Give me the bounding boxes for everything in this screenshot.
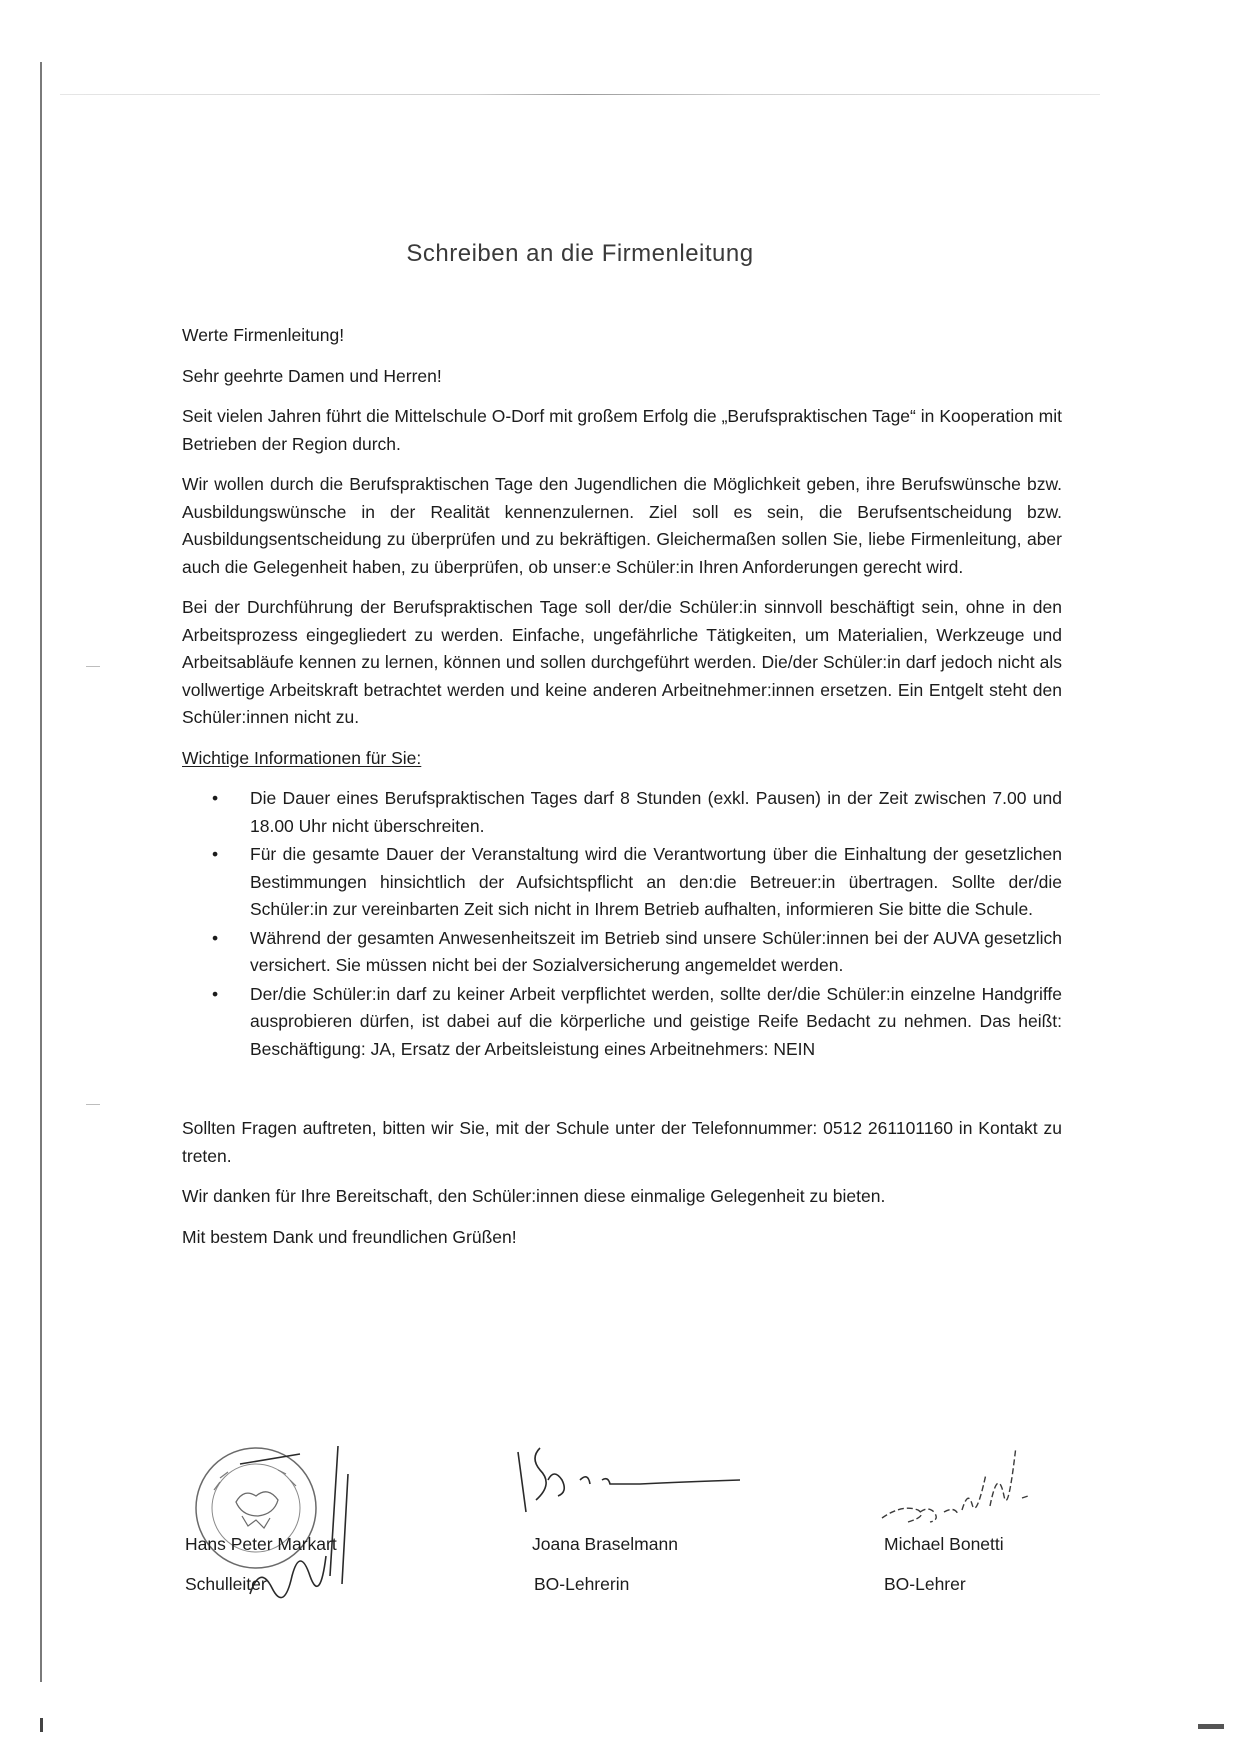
purpose-paragraph: Wir wollen durch die Berufspraktischen Tage den Jugendlichen die Möglichkeit geben, ihre Berufswünsche bzw. Ausbildungswünsche in der Realität kennenzulernen. Ziel soll es sein, die Berufsentscheidung bzw. Ausbildungsentscheidung zu überprüfen und zu bekräftigen. Gleichermaßen sollen Sie, liebe Firmenleitung, aber auch die Gelegenheit haben, zu überprüfen, ob unser:e Schüler:in Ihren Anforderungen gerecht wird. (182, 474, 1062, 577)
signature-scribble (870, 1450, 1060, 1540)
info-heading: Wichtige Informationen für Sie: (182, 747, 422, 768)
info-list-item: • Der/die Schüler:in darf zu keiner Arbeit verpflichtet werden, sollte der/die Schüler:in einzelne Handgriffe ausprobieren dürfen, ist dabei auf die körperliche und geistige Reife Bedacht zu nehmen. Das heißt: Beschäftigung: JA, Ersatz der Arbeitsleistung eines Arbeitnehmers: NEIN (250, 981, 1062, 1064)
salutation-line: Werte Firmenleitung! (182, 325, 345, 345)
scan-tick-mark (86, 666, 100, 667)
contact-paragraph: Sollten Fragen auftreten, bitten wir Sie, mit der Schule unter der Telefonnummer: 0512 261101160 in Kontakt zu treten. (182, 1118, 1062, 1166)
signatory-name: Michael Bonetti (884, 1534, 1004, 1554)
scan-mark (40, 1718, 43, 1732)
signature-scribble (510, 1444, 750, 1534)
info-list-item: • Während der gesamten Anwesenheitszeit im Betrieb sind unsere Schüler:innen bei der AUVA gesetzlich versichert. Sie müssen nicht bei der Sozialversicherung angemeldet werden. (250, 925, 1062, 980)
letter-body (182, 322, 1062, 1264)
info-list (182, 785, 1062, 1063)
scan-top-line (60, 94, 1100, 95)
info-list-item: • Die Dauer eines Berufspraktischen Tages darf 8 Stunden (exkl. Pausen) in der Zeit zwischen 7.00 und 18.00 Uhr nicht überschreiten. (250, 785, 1062, 840)
signatory-role: Schulleiter (185, 1574, 267, 1594)
letter-title: Schreiben an die Firmenleitung (406, 240, 754, 267)
signatory-name: Hans Peter Markart (185, 1534, 337, 1554)
closing-line: Mit bestem Dank und freundlichen Grüßen! (182, 1226, 517, 1247)
conditions-paragraph: Bei der Durchführung der Berufspraktischen Tage soll der/die Schüler:in sinnvoll beschäftigt sein, ohne in den Arbeitsprozess eingegliedert zu werden. Einfache, ungefährliche Tätigkeiten, um Materialien, Werkzeuge und Arbeitsabläufe kennen zu lernen, können und sollen durchgeführt werden. Die/der Schüler:in darf jedoch nicht als vollwertige Arbeitskraft betrachtet werden und keine anderen Arbeitnehmer:innen ersetzen. Ein Entgelt steht den Schüler:innen nicht zu. (182, 597, 1062, 727)
intro-paragraph: Seit vielen Jahren führt die Mittelschule O-Dorf mit großem Erfolg die „Berufspraktischen Tage“ in Kooperation mit Betrieben der Region durch. (182, 406, 1062, 454)
signatory-role: BO-Lehrer (884, 1574, 966, 1594)
thanks-paragraph: Wir danken für Ihre Bereitschaft, den Schüler:innen diese einmalige Gelegenheit zu bieten. (182, 1186, 886, 1206)
info-list-item: • Für die gesamte Dauer der Veranstaltung wird die Verantwortung über die Einhaltung der gesetzlichen Bestimmungen hinsichtlich der Aufsichtspflicht an den:die Betreuer:in übertragen. Sollte der/die Schüler:in zur vereinbarten Zeit sich nicht in Ihrem Betrieb aufhalten, informieren Sie bitte die Schule. (250, 841, 1062, 924)
salutation-line: Sehr geehrte Damen und Herren! (182, 365, 442, 386)
scan-mark (1198, 1724, 1224, 1729)
signatory-name: Joana Braselmann (532, 1534, 678, 1554)
signatory-role: BO-Lehrerin (534, 1574, 630, 1594)
scan-tick-mark (86, 1104, 100, 1105)
scan-edge-line (40, 62, 42, 1682)
